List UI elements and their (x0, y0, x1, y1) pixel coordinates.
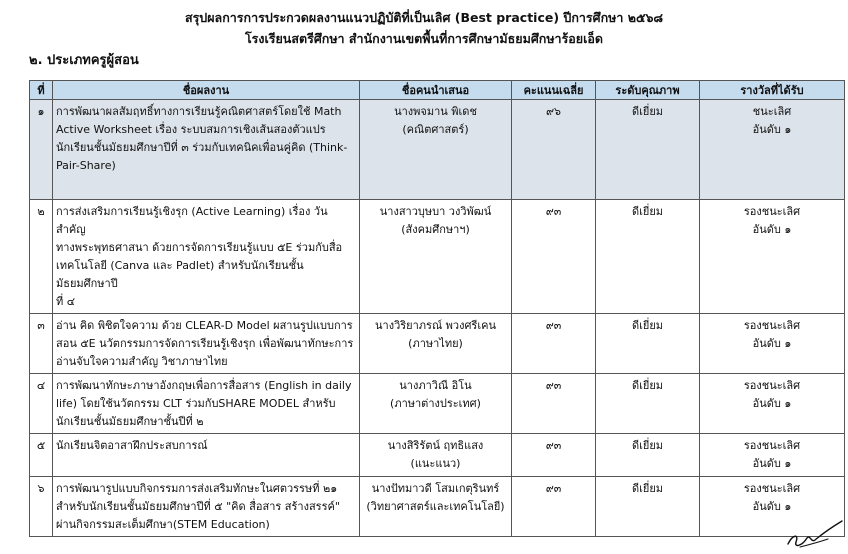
document-title: สรุปผลการการประกวดผลงานแนวปฏิบัติที่เป็นเลิศ (Best practice) ปีการศึกษา ๒๕๖๘ (184, 10, 664, 25)
award (700, 314, 845, 374)
average-score: ๙๓ (512, 434, 596, 477)
work-title-line: ผ่านกิจกรรมสะเต็มศึกษา(STEM Education) (56, 518, 270, 531)
table-row (30, 434, 845, 477)
row-number: ๒ (30, 200, 53, 314)
row-number: ๕ (30, 434, 53, 477)
row-number: ๓ (30, 314, 53, 374)
work-title (53, 434, 360, 477)
award-line: รองชนะเลิศ (743, 205, 801, 218)
award-line: รองชนะเลิศ (743, 439, 801, 452)
work-title-line: อ่าน คิด พิชิตใจความ ด้วย CLEAR-D Model ผสานรูปแบบการ (56, 319, 353, 332)
table-row (30, 477, 845, 537)
work-title-line: นักเรียนชั้นมัธยมศึกษาปีที่ ๓ ร่วมกับเทคนิคเพื่อนคู่คิด (Think- (56, 141, 348, 154)
work-title-line: ที่ ๔ (56, 295, 76, 308)
presenter-line: (ภาษาต่างประเทศ) (390, 397, 481, 410)
presenter-name (360, 477, 512, 537)
award-line: อันดับ ๑ (752, 123, 792, 136)
presenter-name (360, 200, 512, 314)
award (700, 100, 845, 200)
work-title-line: เทคโนโลยี (Canva และ Padlet) สำหรับนักเรียนชั้นมัธยมศึกษาปี (56, 259, 304, 290)
work-title-line: การส่งเสริมการเรียนรู้เชิงรุก (Active Learning) เรื่อง วันสำคัญ (56, 205, 328, 236)
table-row (30, 374, 845, 434)
award-line: อันดับ ๑ (752, 457, 792, 470)
award-line: อันดับ ๑ (752, 397, 792, 410)
table-row (30, 100, 845, 200)
presenter-name (360, 374, 512, 434)
average-score: ๙๓ (512, 314, 596, 374)
presenter-line: นางพจมาน พิเดช (394, 105, 477, 118)
presenter-line: (แนะแนว) (410, 457, 461, 470)
award (700, 200, 845, 314)
column-header-award: รางวัลที่ได้รับ (700, 81, 845, 100)
table-header-row (30, 81, 845, 100)
column-header-no: ที่ (30, 81, 53, 100)
column-header-score: คะแนนเฉลี่ย (512, 81, 596, 100)
row-number: ๔ (30, 374, 53, 434)
quality-level: ดีเยี่ยม (596, 434, 700, 477)
work-title-line: การพัฒนาผลสัมฤทธิ์ทางการเรียนรู้คณิตศาสตร์โดยใช้ Math (56, 105, 342, 118)
work-title-line: นักเรียนจิตอาสาฝึกประสบการณ์ (56, 439, 208, 452)
average-score: ๙๓ (512, 200, 596, 314)
quality-level: ดีเยี่ยม (596, 100, 700, 200)
presenter-line: (คณิตศาสตร์) (402, 123, 469, 136)
work-title-line: การพัฒนาทักษะภาษาอังกฤษเพื่อการสื่อสาร (English in daily (56, 379, 352, 392)
work-title-line: สอน ๕E นวัตกรรมการจัดการเรียนรู้เชิงรุก เพื่อพัฒนาทักษะการ (56, 337, 354, 350)
award-line: อันดับ ๑ (752, 337, 792, 350)
presenter-name (360, 434, 512, 477)
row-number: ๖ (30, 477, 53, 537)
work-title (53, 100, 360, 200)
quality-level: ดีเยี่ยม (596, 477, 700, 537)
work-title (53, 314, 360, 374)
award (700, 374, 845, 434)
work-title (53, 374, 360, 434)
award-line: อันดับ ๑ (752, 500, 792, 513)
quality-level: ดีเยี่ยม (596, 200, 700, 314)
presenter-line: นางวิริยาภรณ์ พวงศรีเคน (375, 319, 496, 332)
quality-level: ดีเยี่ยม (596, 374, 700, 434)
results-table (29, 80, 845, 537)
column-header-presenter: ชื่อคนนำเสนอ (360, 81, 512, 100)
work-title-line: นักเรียนชั้นมัธยมศึกษาชั้นปีที่ ๒ (56, 415, 204, 428)
presenter-line: นางปัทมาวดี โสมเกตุรินทร์ (371, 482, 500, 495)
presenter-line: นางภาวิณี อิโน (399, 379, 472, 392)
presenter-line: นางสาวบุษบา วงวิพัฒน์ (379, 205, 492, 218)
average-score: ๙๖ (512, 100, 596, 200)
presenter-line: นางสิริรัตน์ ฤทธิแสง (387, 439, 484, 452)
work-title-line: Active Worksheet เรื่อง ระบบสมการเชิงเส้นสองตัวแปร (56, 123, 326, 136)
presenter-name (360, 100, 512, 200)
section-heading: ๒. ประเภทครูผู้สอน (29, 53, 139, 68)
average-score: ๙๓ (512, 374, 596, 434)
award-line: รองชนะเลิศ (743, 319, 801, 332)
column-header-level: ระดับคุณภาพ (596, 81, 700, 100)
column-header-title: ชื่อผลงาน (53, 81, 360, 100)
table-body (30, 100, 845, 537)
presenter-name (360, 314, 512, 374)
presenter-line: (ภาษาไทย) (408, 337, 463, 350)
work-title-line: Pair-Share) (56, 159, 116, 172)
presenter-line: (สังคมศึกษาฯ) (401, 223, 470, 236)
document-subtitle: โรงเรียนสตรีศึกษา สำนักงานเขตพื้นที่การศึกษามัธยมศึกษาร้อยเอ็ด (244, 31, 604, 46)
work-title (53, 477, 360, 537)
signature-icon (784, 518, 844, 552)
award-line: รองชนะเลิศ (743, 379, 801, 392)
work-title (53, 200, 360, 314)
award-line: รองชนะเลิศ (743, 482, 801, 495)
award-line: อันดับ ๑ (752, 223, 792, 236)
row-number: ๑ (30, 100, 53, 200)
work-title-line: ทางพระพุทธศาสนา ด้วยการจัดการเรียนรู้แบบ ๕E ร่วมกับสื่อ (56, 241, 343, 254)
table-row (30, 314, 845, 374)
table-row (30, 200, 845, 314)
work-title-line: life) โดยใช้นวัตกรรม CLT ร่วมกับSHARE MODEL สำหรับ (56, 397, 336, 410)
award-line: ชนะเลิศ (752, 105, 792, 118)
work-title-line: การพัฒนารูปแบบกิจกรรมการส่งเสริมทักษะในศตวรรษที่ ๒๑ (56, 482, 338, 495)
quality-level: ดีเยี่ยม (596, 314, 700, 374)
average-score: ๙๓ (512, 477, 596, 537)
award (700, 434, 845, 477)
work-title-line: อ่านจับใจความสำคัญ วิชาภาษาไทย (56, 355, 228, 368)
presenter-line: (วิทยาศาสตร์และเทคโนโลยี) (366, 500, 505, 513)
work-title-line: สำหรับนักเรียนชั้นมัธยมศึกษาปีที่ ๕ "คิด สื่อสาร สร้างสรรค์" (56, 500, 340, 513)
